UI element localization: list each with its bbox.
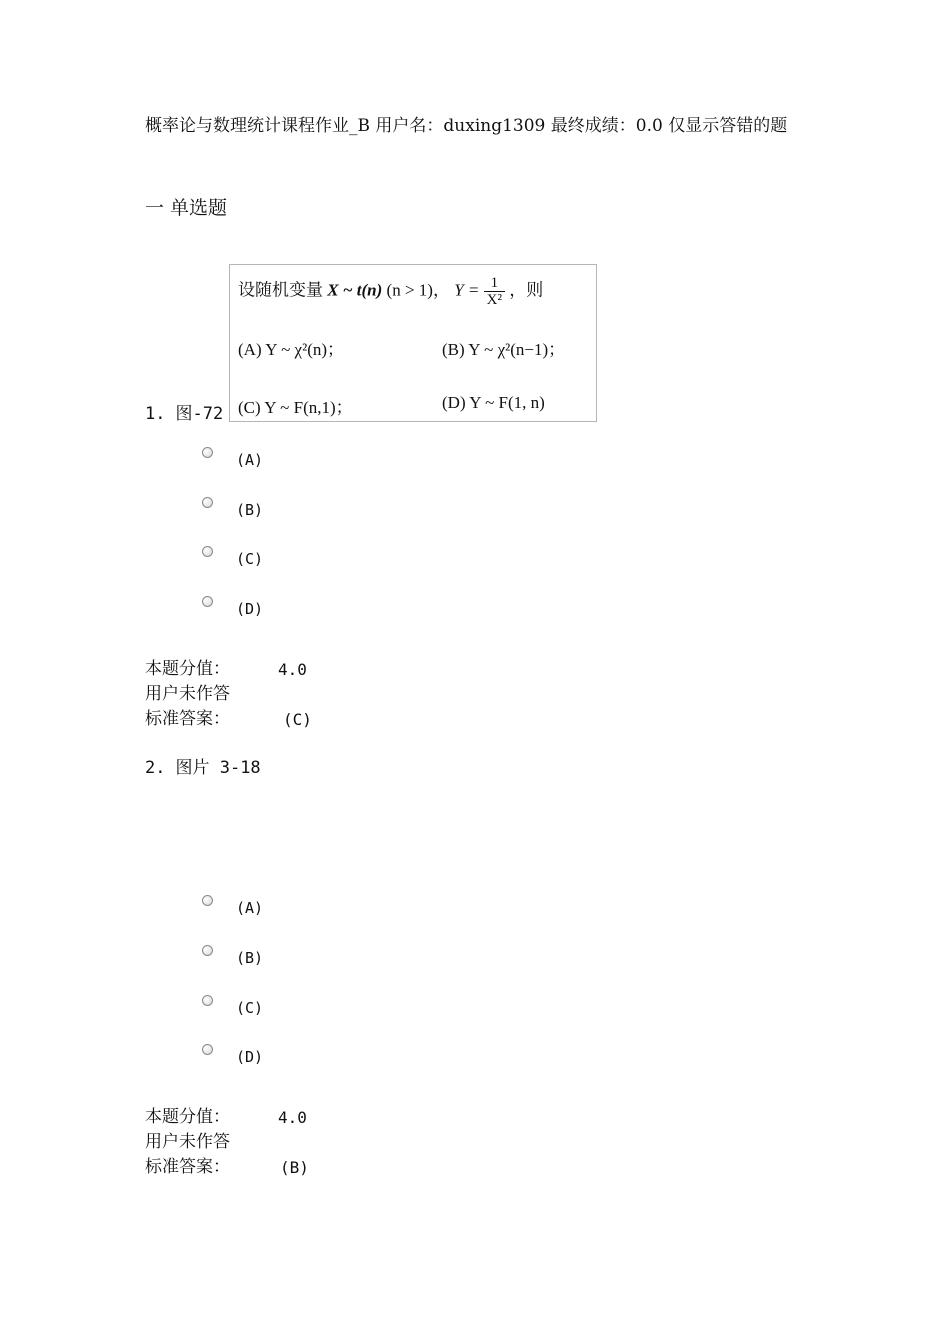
score-value: 4.0 (278, 1108, 307, 1127)
option-label: (D) (236, 1048, 264, 1066)
radio-button[interactable] (202, 995, 213, 1006)
option-label: (C) (236, 550, 264, 568)
score-label: 本题分值： (145, 1107, 230, 1127)
option-label: (B) (236, 501, 264, 519)
question-title: 图片 3-18 (175, 758, 261, 778)
question-1-stem (238, 275, 543, 308)
standard-answer-label: 标准答案： (145, 1157, 230, 1177)
page-title: 概率论与数理统计课程作业_B 用户名：duxing1309 最终成绩：0.0 仅显示答错的题 (145, 116, 788, 136)
option-label: (A) (236, 899, 264, 917)
question-number: 2. (145, 758, 166, 778)
option-label: (C) (236, 999, 264, 1017)
answer-status: 用户未作答 (145, 1132, 230, 1152)
stem-condition: (n > 1)， (386, 280, 450, 300)
image-option-a: (A) Y ~ χ²(n)； (238, 340, 345, 359)
radio-button[interactable] (202, 546, 213, 557)
radio-button[interactable] (202, 596, 213, 607)
standard-answer-value: (C) (283, 710, 312, 729)
standard-answer-label: 标准答案： (145, 709, 230, 729)
answer-status: 用户未作答 (145, 684, 230, 704)
radio-button[interactable] (202, 895, 213, 906)
image-option-c: (C) Y ~ F(n,1)； (238, 398, 353, 417)
radio-button[interactable] (202, 1044, 213, 1055)
question-2-label (145, 757, 261, 779)
stem-y: Y = (454, 280, 480, 300)
question-number: 1. (145, 404, 166, 424)
option-label: (D) (236, 600, 264, 618)
image-option-d: (D) Y ~ F(1, n) (442, 393, 545, 412)
question-1-image (229, 264, 597, 422)
standard-answer-value: (B) (280, 1158, 309, 1177)
stem-suffix: ，则 (509, 280, 544, 300)
score-value: 4.0 (278, 660, 307, 679)
stem-prefix: 设随机变量 (238, 280, 323, 300)
radio-button[interactable] (202, 945, 213, 956)
option-label: (B) (236, 949, 264, 967)
score-label: 本题分值： (145, 659, 230, 679)
fraction-numerator: 1 (484, 275, 505, 292)
radio-button[interactable] (202, 497, 213, 508)
option-label: (A) (236, 451, 264, 469)
section-title: 一 单选题 (145, 197, 228, 219)
image-option-b: (B) Y ~ χ²(n−1)； (442, 340, 566, 359)
question-title: 图-72 (175, 404, 224, 424)
question-1-label (145, 403, 223, 425)
stem-fraction (484, 275, 505, 308)
fraction-denominator: X² (486, 292, 502, 308)
radio-button[interactable] (202, 447, 213, 458)
stem-distribution: X ~ t(n) (327, 280, 383, 300)
